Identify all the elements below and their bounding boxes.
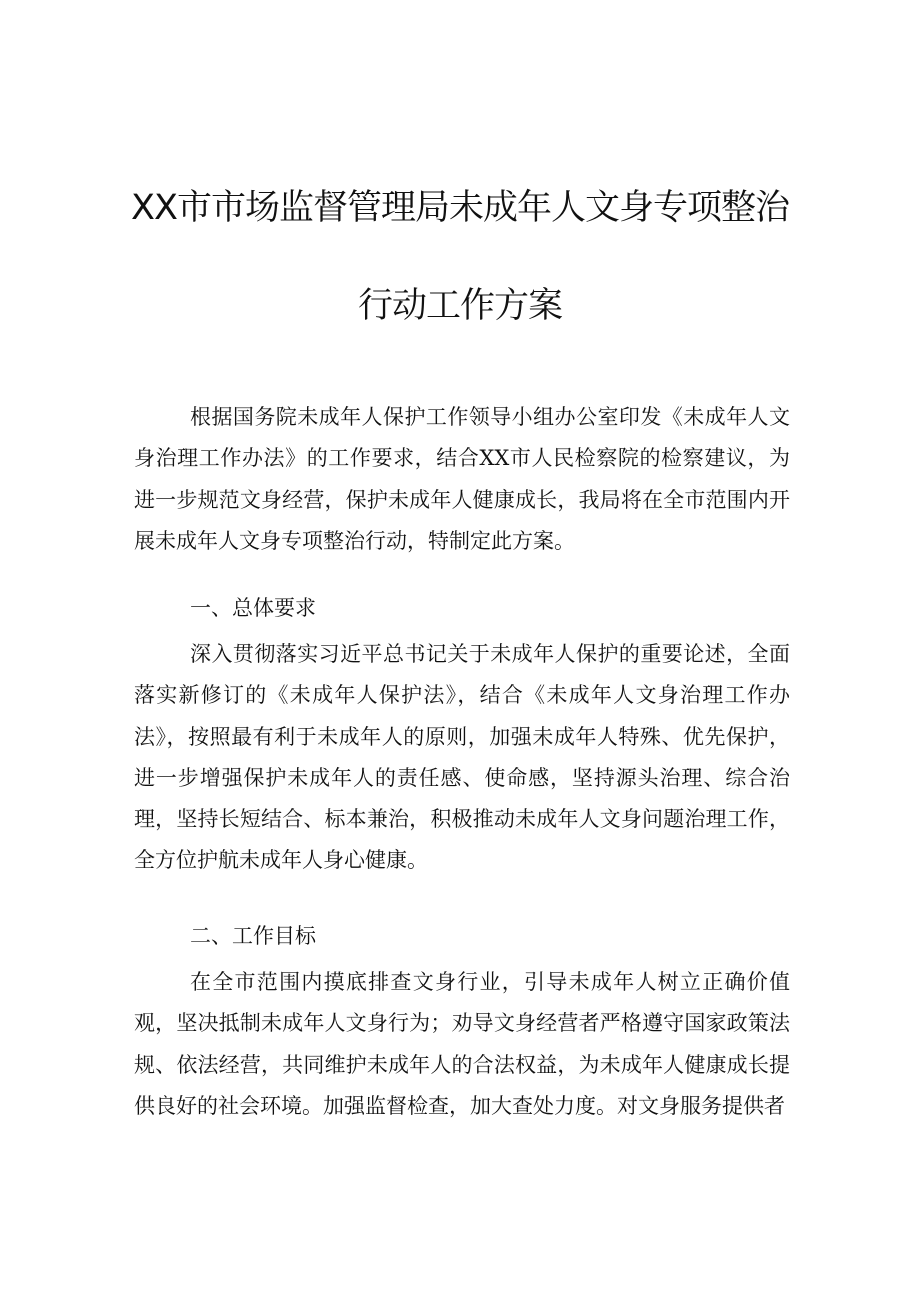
section-heading-work-goals: 二、工作目标 [190,924,316,948]
document-title-line-2: 行动工作方案 [357,286,562,326]
section-heading-general-requirements: 一、总体要求 [190,596,316,620]
document-title-line-1: XX市市场监督管理局未成年人文身专项整治 [131,188,789,228]
section-paragraph-work-goals: 在全市范围内摸底排查文身行业，引导未成年人树立正确价值观，坚决抵制未成年人文身行为；劝导文身经营者严格遵守国家政策法规、依法经营，共同维护未成年人的合法权益，为未成年人健康成长提供良好的社会环境。加强监督检查，加大查处力度。对文身服务提供者 [134,970,790,1118]
section-paragraph-general-requirements: 深入贯彻落实习近平总书记关于未成年人保护的重要论述，全面落实新修订的《未成年人保护法》，结合《未成年人文身治理工作办法》，按照最有利于未成年人的原则，加强未成年人特殊、优先保护，进一步增强保护未成年人的责任感、使命感，坚持源头治理、综合治理，坚持长短结合、标本兼治，积极推动未成年人文身问题治理工作，全方位护航未成年人身心健康。 [134,642,790,873]
intro-paragraph: 根据国务院未成年人保护工作领导小组办公室印发《未成年人文身治理工作办法》的工作要求，结合XX市人民检察院的检察建议，为进一步规范文身经营，保护未成年人健康成长，我局将在全市范围内开展未成年人文身专项整治行动，特制定此方案。 [134,405,790,553]
